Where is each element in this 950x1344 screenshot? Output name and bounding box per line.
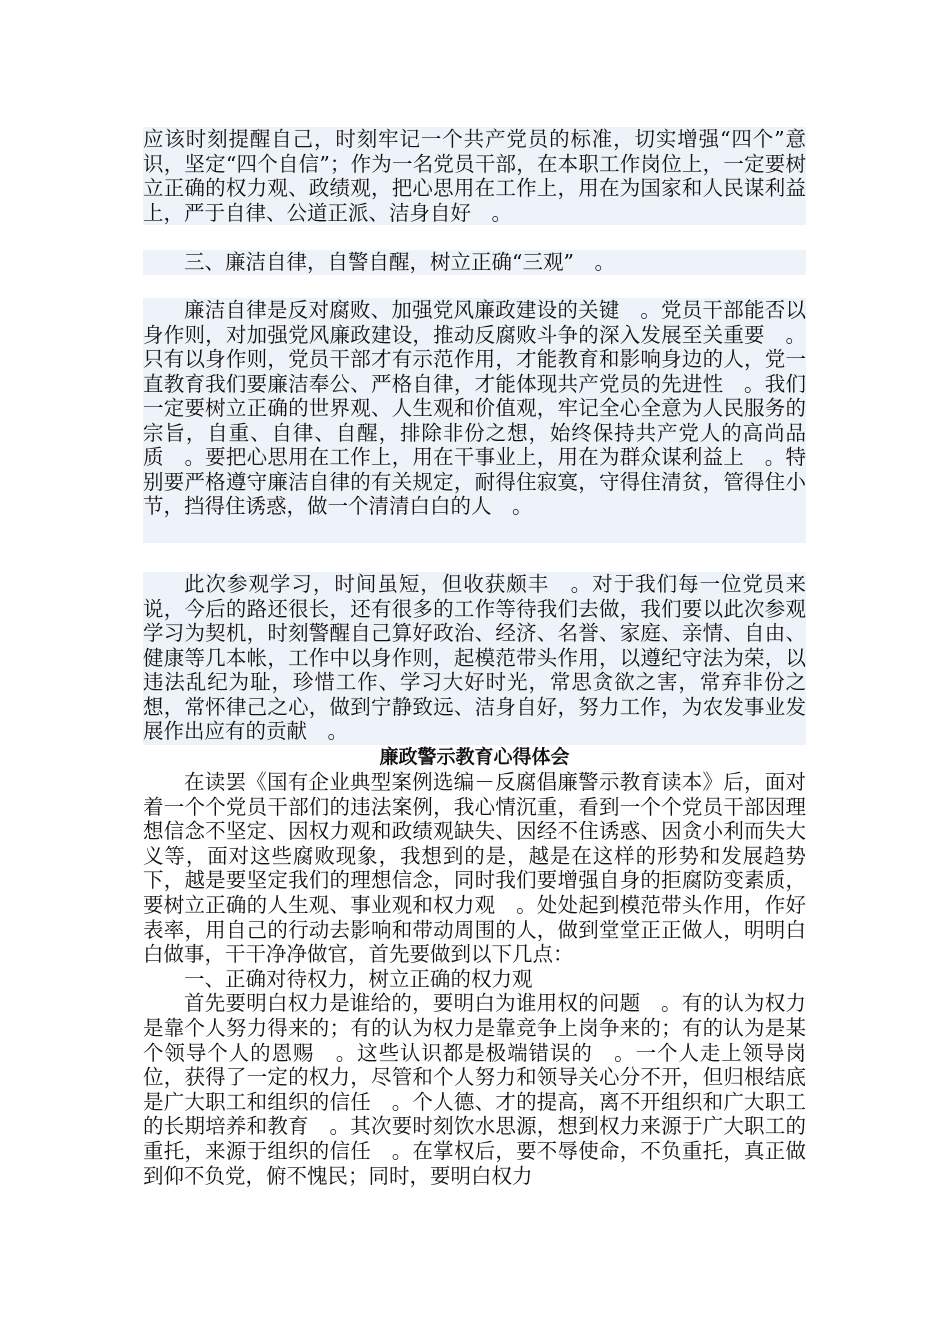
paragraph: 应该时刻提醒自己，时刻牢记一个共产党员的标准，切实增强“四个”意识，坚定“四个自信”；作为一名党员干部，在本职工作岗位上，一定要树立正确的权力观、政绩观，把心思用在工作上，用在为国家和人民谋利益上，严于自律、公道正派、洁身自好 。	[143, 127, 806, 225]
section-heading: 三、廉洁自律，自警自醒，树立正确“三观” 。	[184, 250, 615, 274]
paragraph-block	[143, 572, 806, 745]
article-body	[143, 770, 806, 1188]
paragraph: 在读罢《国有企业典型案例选编－反腐倡廉警示教育读本》后，面对着一个个党员干部们的违法案例，我心情沉重，看到一个个党员干部因理想信念不坚定、因权力观和政绩观缺失、因经不住诱惑、因贪小利而失大义等，面对这些腐败现象，我想到的是，越是在这样的形势和发展趋势下，越是要坚定我们的理想信念，同时我们要增强自身的拒腐防变素质，要树立正确的人生观、事业观和权力观 。处处起到模范带头作用，作好表率，用自己的行动去影响和带动周围的人，做到堂堂正正做人，明明白白做事，干干净净做官，首先要做到以下几点：	[143, 770, 806, 967]
section-heading: 一、正确对待权力，树立正确的权力观	[184, 966, 533, 991]
paragraph: 首先要明白权力是谁给的，要明白为谁用权的问题 。有的认为权力是靠个人努力得来的；有的认为权力是靠竞争上岗争来的；有的认为是某个领导个人的恩赐 。这些认识都是极端错误的 。一个人走上领导岗位，获得了一定的权力，尽管和个人努力和领导关心分不开，但归根结底是广大职工和组织的信任 。个人德、才的提高，离不开组织和广大职工的长期培养和教育 。其次要时刻饮水思源，想到权力来源于广大职工的重托，来源于组织的信任 。在掌权后，要不辱使命，不负重托，真正做到仰不负党，俯不愧民；同时，要明白权力	[143, 991, 806, 1188]
paragraph-block	[143, 298, 806, 543]
paragraph: 廉洁自律是反对腐败、加强党风廉政建设的关键 。党员干部能否以身作则，对加强党风廉政建设，推动反腐败斗争的深入发展至关重要 。只有以身作则，党员干部才有示范作用，才能教育和影响身边的人，党一直教育我们要廉洁奉公、严格自律，才能体现共产党员的先进性 。我们一定要树立正确的世界观、人生观和价值观，牢记全心全意为人民服务的宗旨，自重、自律、自醒，排除非份之想，始终保持共产党人的高尚品质 。要把心思用在工作上，用在干事业上，用在为群众谋利益上 。特别要严格遵守廉洁自律的有关规定，耐得住寂寞，守得住清贫，管得住小节，挡得住诱惑，做一个清清白白的人 。	[143, 298, 806, 518]
paragraph: 此次参观学习，时间虽短，但收获颇丰 。对于我们每一位党员来说，今后的路还很长，还有很多的工作等待我们去做，我们要以此次参观学习为契机，时刻警醒自己算好政治、经济、名誉、家庭、亲情、自由、健康等几本帐，工作中以身作则，起模范带头作用，以遵纪守法为荣，以违法乱纪为耻，珍惜工作、学习大好时光，常思贪欲之害，常弃非份之想，常怀律己之心，做到宁静致远、洁身自好，努力工作，为农发事业发展作出应有的贡献 。	[143, 572, 806, 743]
paragraph-block	[143, 127, 806, 225]
section-heading-block	[143, 250, 806, 275]
article-title: 廉政警示教育心得体会	[379, 746, 570, 768]
